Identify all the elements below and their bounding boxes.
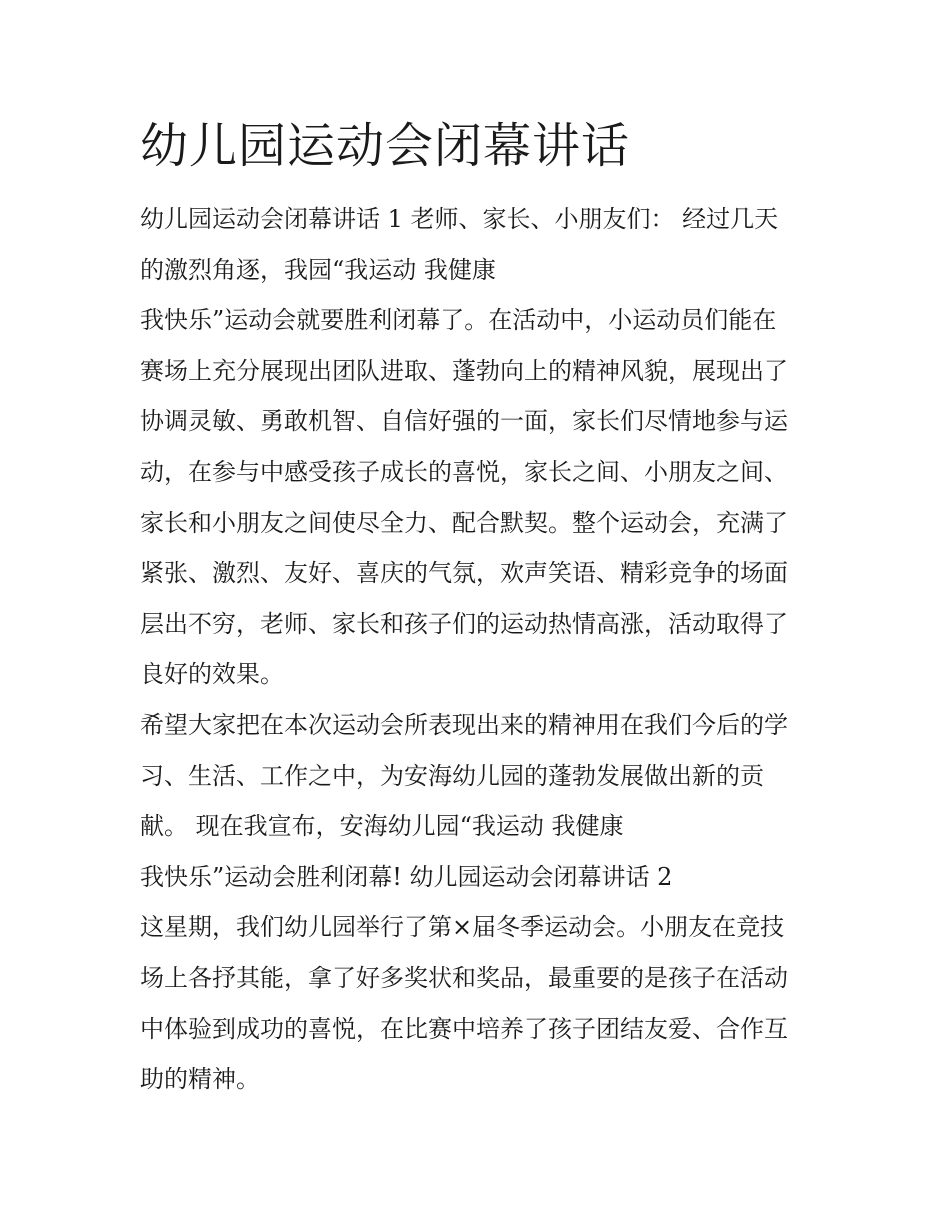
text-line: 这星期，我们幼儿园举行了第×届冬季运动会。小朋友在竞技: [140, 913, 785, 942]
text-line: 紧张、激烈、友好、喜庆的气氛，欢声笑语、精彩竞争的场面: [140, 559, 788, 588]
text-line: 家长和小朋友之间使尽全力、配合默契。整个运动会，充满了: [140, 508, 788, 537]
text-line: 我快乐”运动会就要胜利闭幕了。在活动中，小运动员们能在: [140, 306, 777, 335]
text-line: 助的精神。: [140, 1065, 260, 1094]
text-line: 场上各抒其能，拿了好多奖状和奖品，最重要的是孩子在活动: [140, 963, 788, 992]
text-line: 动，在参与中感受孩子成长的喜悦，家长之间、小朋友之间、: [140, 457, 788, 486]
text-line: 希望大家把在本次运动会所表现出来的精神用在我们今后的学: [140, 710, 788, 739]
text-line: 献。 现在我宣布，安海幼儿园“我运动 我健康: [140, 812, 624, 841]
document-body: [140, 194, 830, 1105]
document-title: 幼儿园运动会闭幕讲话: [140, 118, 631, 174]
text-line: 幼儿园运动会闭幕讲话 1 老师、家长、小朋友们： 经过几天: [140, 205, 779, 233]
text-line: 赛场上充分展现出团队进取、蓬勃向上的精神风貌，展现出了: [140, 356, 788, 385]
text-line: 协调灵敏、勇敢机智、自信好强的一面，家长们尽情地参与运: [140, 407, 788, 436]
text-line: 中体验到成功的喜悦，在比赛中培养了孩子团结友爱、合作互: [140, 1014, 788, 1043]
document-page: [140, 110, 830, 1105]
text-line: 习、生活、工作之中，为安海幼儿园的蓬勃发展做出新的贡: [140, 761, 764, 790]
text-line: 层出不穷，老师、家长和孩子们的运动热情高涨，活动取得了: [140, 609, 788, 638]
text-line: 的激烈角逐，我园“我运动 我健康: [140, 255, 496, 284]
text-line: 我快乐”运动会胜利闭幕! 幼儿园运动会闭幕讲话 2: [140, 862, 673, 891]
text-line: 良好的效果。: [140, 660, 284, 689]
